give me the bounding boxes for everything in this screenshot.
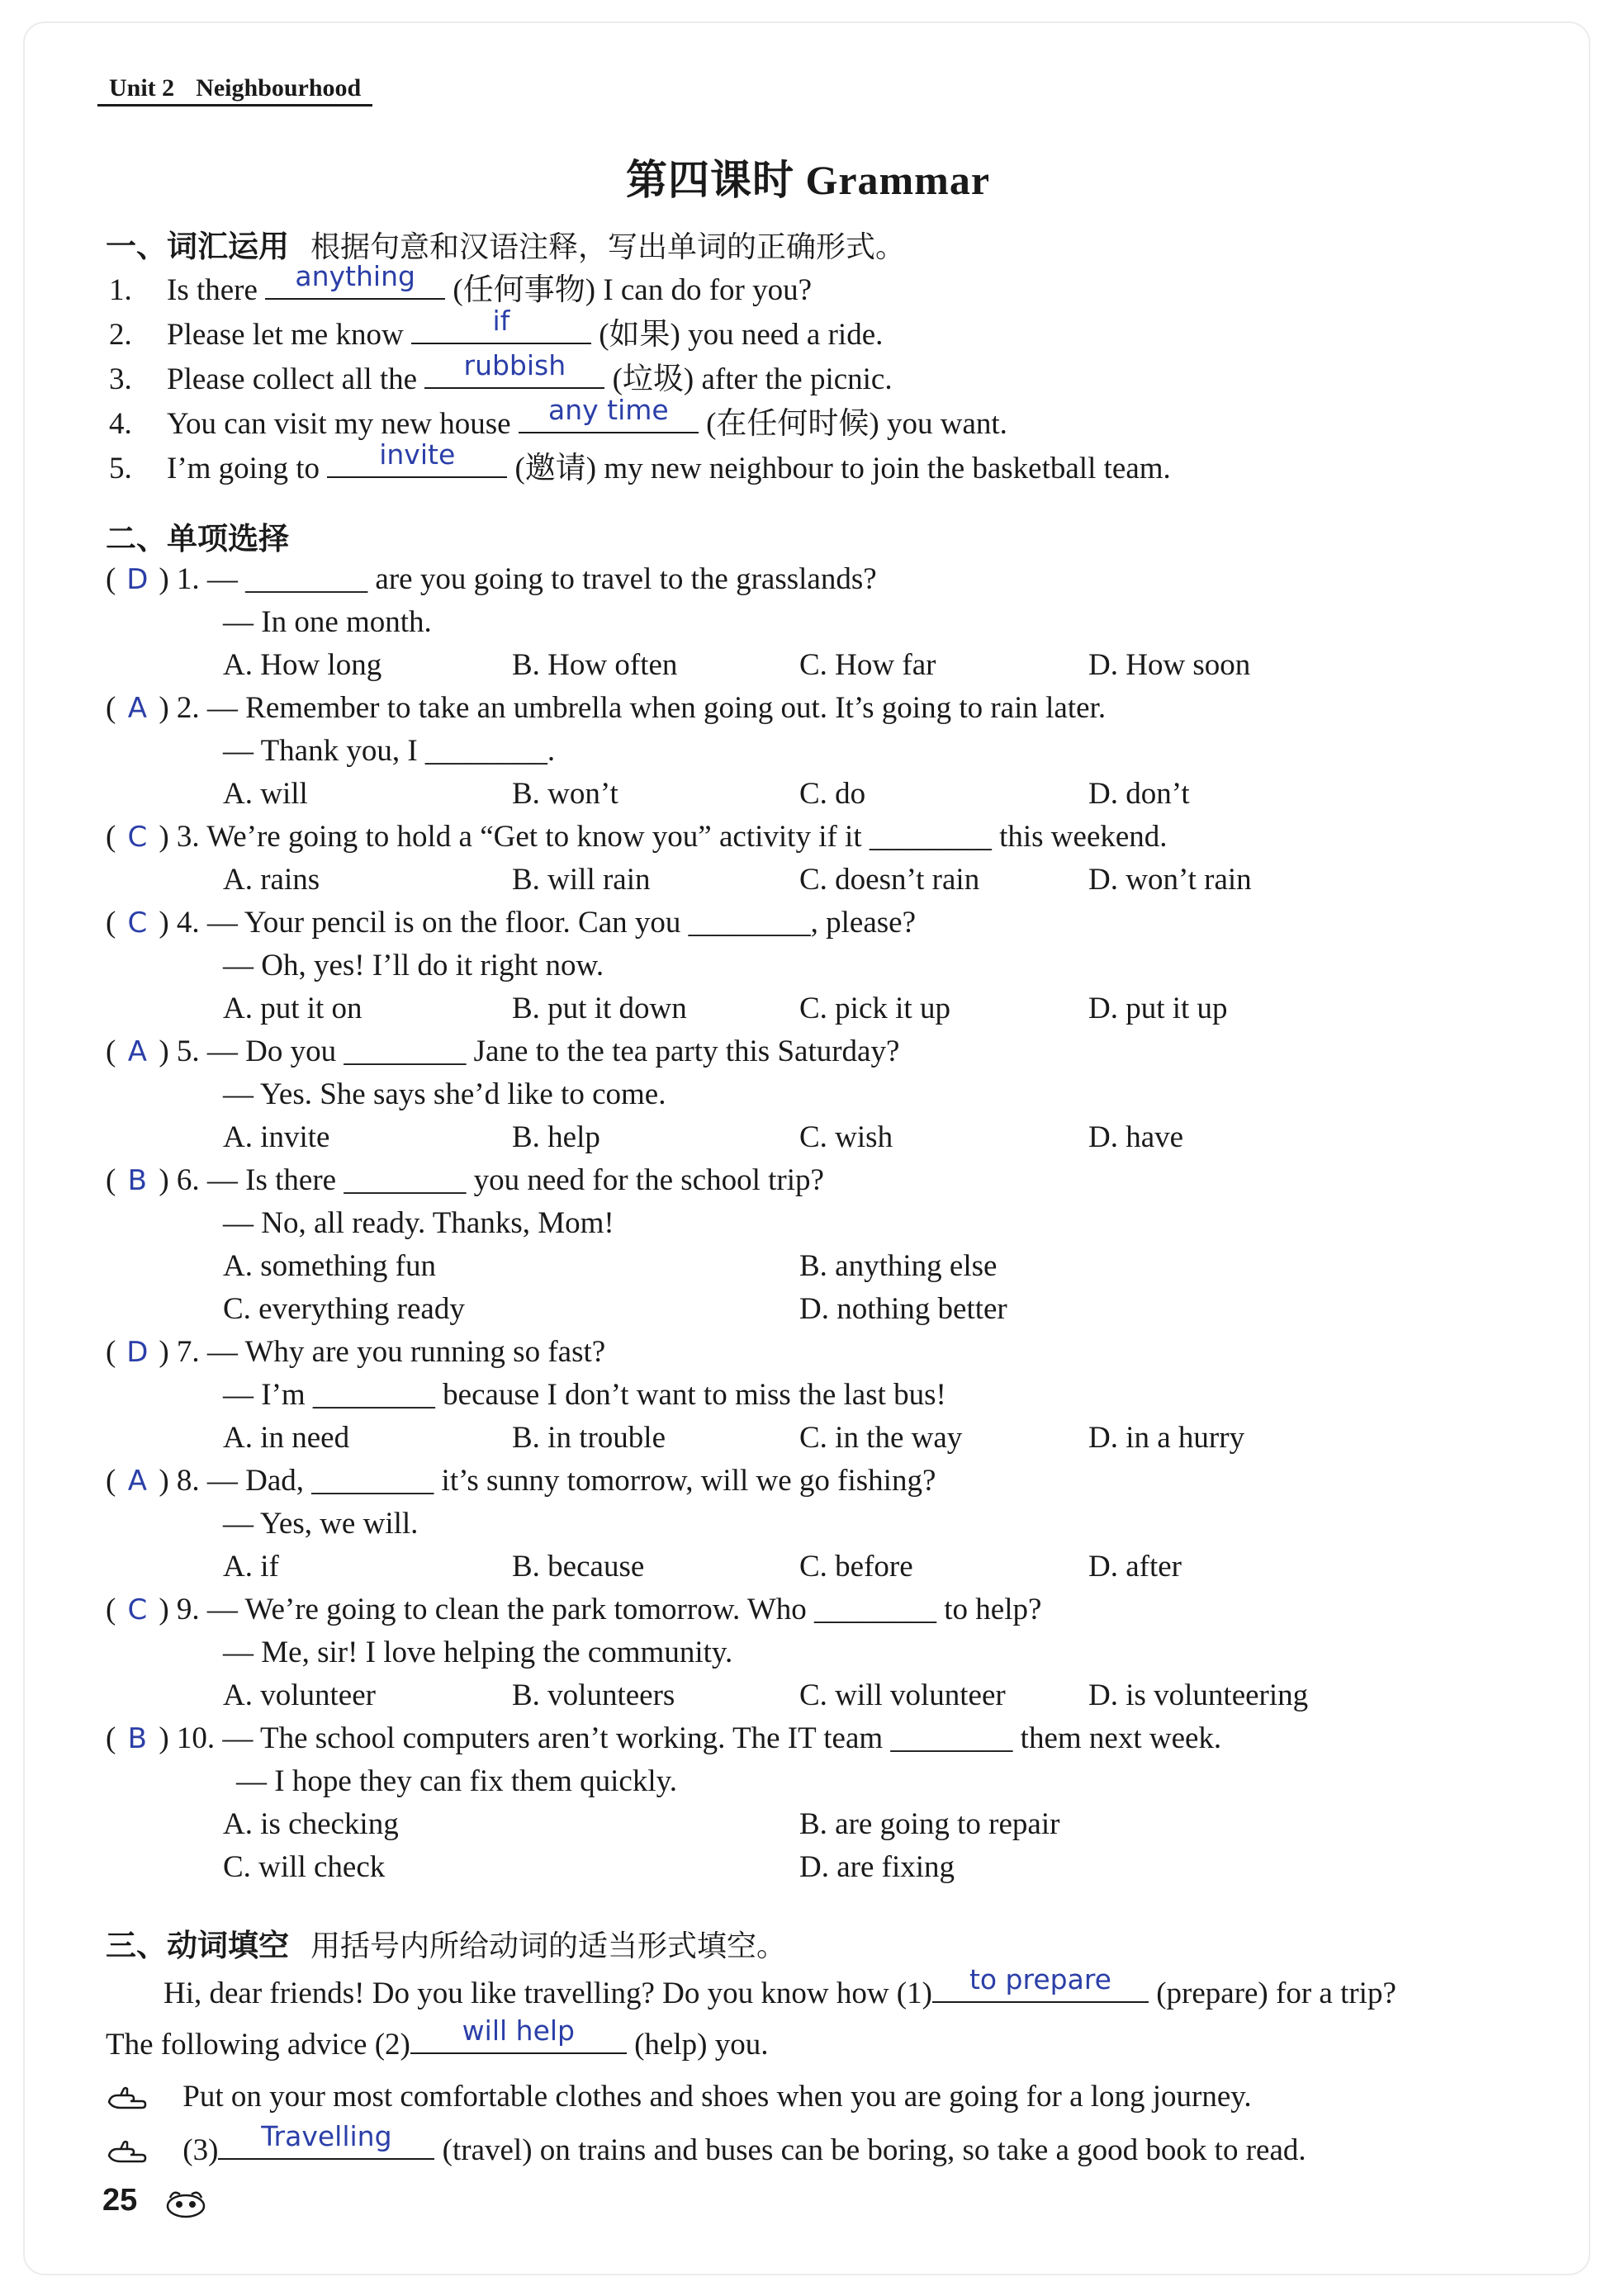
passage-line-2: The following advice (2) will help (help) you.	[106, 2014, 769, 2062]
vocab-blank-3[interactable]: rubbish	[424, 361, 604, 389]
mc-answer-2[interactable]: A	[127, 692, 147, 725]
page-title: 第四课时 Grammar	[625, 157, 991, 203]
mc-option[interactable]: C. in the way	[799, 1421, 963, 1455]
verb-blank-1[interactable]: to prepare	[932, 1975, 1149, 2003]
vocab-blank-4[interactable]: any time	[519, 405, 699, 433]
mc-answer-10[interactable]: B	[127, 1722, 147, 1755]
verb-blank-2[interactable]: will help	[410, 2026, 627, 2054]
page-number: 25	[102, 2183, 138, 2218]
mc-option[interactable]: B. are going to repair	[799, 1807, 1060, 1841]
mc-option[interactable]: C. doesn’t rain	[799, 863, 980, 897]
vocab-item-4: 4. You can visit my new house any time (在任何时候) you want.	[109, 394, 1007, 441]
mc-option[interactable]: B. volunteers	[512, 1678, 675, 1712]
mc-answer-8[interactable]: A	[127, 1465, 147, 1498]
tip-2: (3) Travelling (travel) on trains and buses can be boring, so take a good book to read.	[106, 2132, 1306, 2169]
mc-option[interactable]: A. is checking	[223, 1807, 399, 1841]
mc-option[interactable]: D. nothing better	[799, 1292, 1007, 1326]
mc-reply-10: — I hope they can fix them quickly.	[236, 1764, 677, 1798]
mc-option[interactable]: C. How far	[799, 648, 936, 682]
mc-option[interactable]: B. will rain	[512, 863, 651, 897]
mc-question-3: ( C ) 3. We’re going to hold a “Get to know you” activity if it ________ this weekend.	[106, 820, 1168, 854]
mc-option[interactable]: D. in a hurry	[1088, 1421, 1245, 1455]
mc-option[interactable]: C. do	[799, 777, 866, 811]
mc-question-2: ( A ) 2. — Remember to take an umbrella when going out. It’s going to rain later.	[106, 691, 1107, 725]
mc-answer-5[interactable]: A	[127, 1035, 147, 1068]
mc-reply-7: — I’m ________ because I don’t want to miss the last bus!	[223, 1378, 946, 1412]
mc-option[interactable]: D. put it up	[1088, 992, 1228, 1025]
mc-option[interactable]: C. before	[799, 1550, 913, 1584]
tip-1: Put on your most comfortable clothes and shoes when you are going for a long journey.	[106, 2079, 1252, 2115]
mc-option[interactable]: D. are fixing	[799, 1850, 955, 1884]
mc-answer-4[interactable]: C	[127, 907, 148, 940]
mc-question-1: ( D ) 1. — ________ are you going to travel to the grasslands?	[106, 562, 877, 596]
mc-option[interactable]: D. have	[1088, 1120, 1184, 1154]
vocab-blank-5[interactable]: invite	[327, 450, 507, 478]
mc-option[interactable]: B. put it down	[512, 992, 687, 1025]
pointing-hand-icon	[106, 2085, 150, 2114]
mc-option[interactable]: D. How soon	[1088, 648, 1251, 682]
mc-answer-6[interactable]: B	[127, 1164, 147, 1197]
vocab-item-1: 1. Is there anything (任何事物) I can do for you?	[109, 260, 813, 307]
mc-option[interactable]: A. in need	[223, 1421, 350, 1455]
pointing-hand-icon	[106, 2139, 150, 2167]
verb-blank-3[interactable]: Travelling	[218, 2132, 434, 2160]
mc-option[interactable]: B. anything else	[799, 1249, 998, 1283]
section-3-heading: 三、动词填空 用括号内所给动词的适当形式填空。	[106, 1928, 787, 1963]
section-2-heading: 二、单项选择	[106, 521, 289, 556]
mc-option[interactable]: A. if	[223, 1550, 279, 1584]
mc-question-6: ( B ) 6. — Is there ________ you need for the school trip?	[106, 1163, 824, 1197]
mc-option[interactable]: A. invite	[223, 1120, 330, 1154]
mc-question-8: ( A ) 8. — Dad, ________ it’s sunny tomorrow, will we go fishing?	[106, 1464, 936, 1498]
mc-answer-7[interactable]: D	[126, 1336, 149, 1369]
mc-answer-9[interactable]: C	[127, 1593, 148, 1626]
mc-option[interactable]: B. because	[512, 1550, 645, 1584]
mc-option[interactable]: D. won’t rain	[1088, 863, 1252, 897]
mc-answer-1[interactable]: D	[126, 563, 149, 596]
mc-option[interactable]: A. volunteer	[223, 1678, 376, 1712]
mc-option[interactable]: B. in trouble	[512, 1421, 666, 1455]
mc-option[interactable]: D. after	[1088, 1550, 1182, 1584]
mc-answer-3[interactable]: C	[127, 821, 148, 854]
mc-option[interactable]: C. pick it up	[799, 992, 950, 1025]
mascot-logo-icon	[162, 2186, 210, 2219]
section-1-heading: 一、词汇运用 根据句意和汉语注释，写出单词的正确形式。	[106, 229, 906, 264]
unit-header	[97, 74, 372, 107]
mc-option[interactable]: A. something fun	[223, 1249, 436, 1283]
mc-reply-2: — Thank you, I ________.	[223, 734, 556, 768]
vocab-item-2: 2. Please let me know if (如果) you need a ride.	[109, 305, 884, 352]
mc-question-5: ( A ) 5. — Do you ________ Jane to the tea party this Saturday?	[106, 1034, 900, 1068]
mc-option[interactable]: B. help	[512, 1120, 600, 1154]
mc-option[interactable]: A. put it on	[223, 992, 363, 1025]
mc-option[interactable]: B. How often	[512, 648, 678, 682]
mc-option[interactable]: B. won’t	[512, 777, 618, 811]
passage-line-1: Hi, dear friends! Do you like travelling? Do you know how (1) to prepare (prepare) for a trip?	[163, 1963, 1396, 2010]
vocab-blank-1[interactable]: anything	[265, 272, 445, 300]
mc-option[interactable]: A. will	[223, 777, 308, 811]
mc-option[interactable]: C. everything ready	[223, 1292, 465, 1326]
mc-reply-6: — No, all ready. Thanks, Mom!	[223, 1206, 614, 1240]
vocab-item-5: 5. I’m going to invite (邀请) my new neighbour to join the basketball team.	[109, 438, 1171, 485]
mc-reply-5: — Yes. She says she’d like to come.	[223, 1077, 666, 1111]
mc-option[interactable]: D. don’t	[1088, 777, 1190, 811]
mc-option[interactable]: C. wish	[799, 1120, 893, 1154]
mc-option[interactable]: D. is volunteering	[1088, 1678, 1309, 1712]
vocab-blank-2[interactable]: if	[411, 316, 591, 344]
mc-question-9: ( C ) 9. — We’re going to clean the park tomorrow. Who ________ to help?	[106, 1593, 1042, 1626]
mc-option[interactable]: A. How long	[223, 648, 382, 682]
mc-option[interactable]: C. will check	[223, 1850, 386, 1884]
mc-option[interactable]: C. will volunteer	[799, 1678, 1006, 1712]
unit-topic: Neighbourhood	[196, 74, 362, 102]
unit-label: Unit 2	[109, 74, 175, 102]
mc-reply-1: — In one month.	[223, 605, 432, 639]
mc-reply-4: — Oh, yes! I’ll do it right now.	[223, 949, 604, 982]
mc-question-10: ( B ) 10. — The school computers aren’t working. The IT team ________ them next week.	[106, 1721, 1222, 1755]
mc-question-4: ( C ) 4. — Your pencil is on the floor. Can you ________, please?	[106, 906, 917, 940]
mc-reply-8: — Yes, we will.	[223, 1507, 419, 1541]
mc-option[interactable]: A. rains	[223, 863, 320, 897]
vocab-item-3: 3. Please collect all the rubbish (垃圾) after the picnic.	[109, 349, 893, 396]
mc-question-7: ( D ) 7. — Why are you running so fast?	[106, 1335, 606, 1369]
mc-reply-9: — Me, sir! I love helping the community.	[223, 1636, 733, 1669]
